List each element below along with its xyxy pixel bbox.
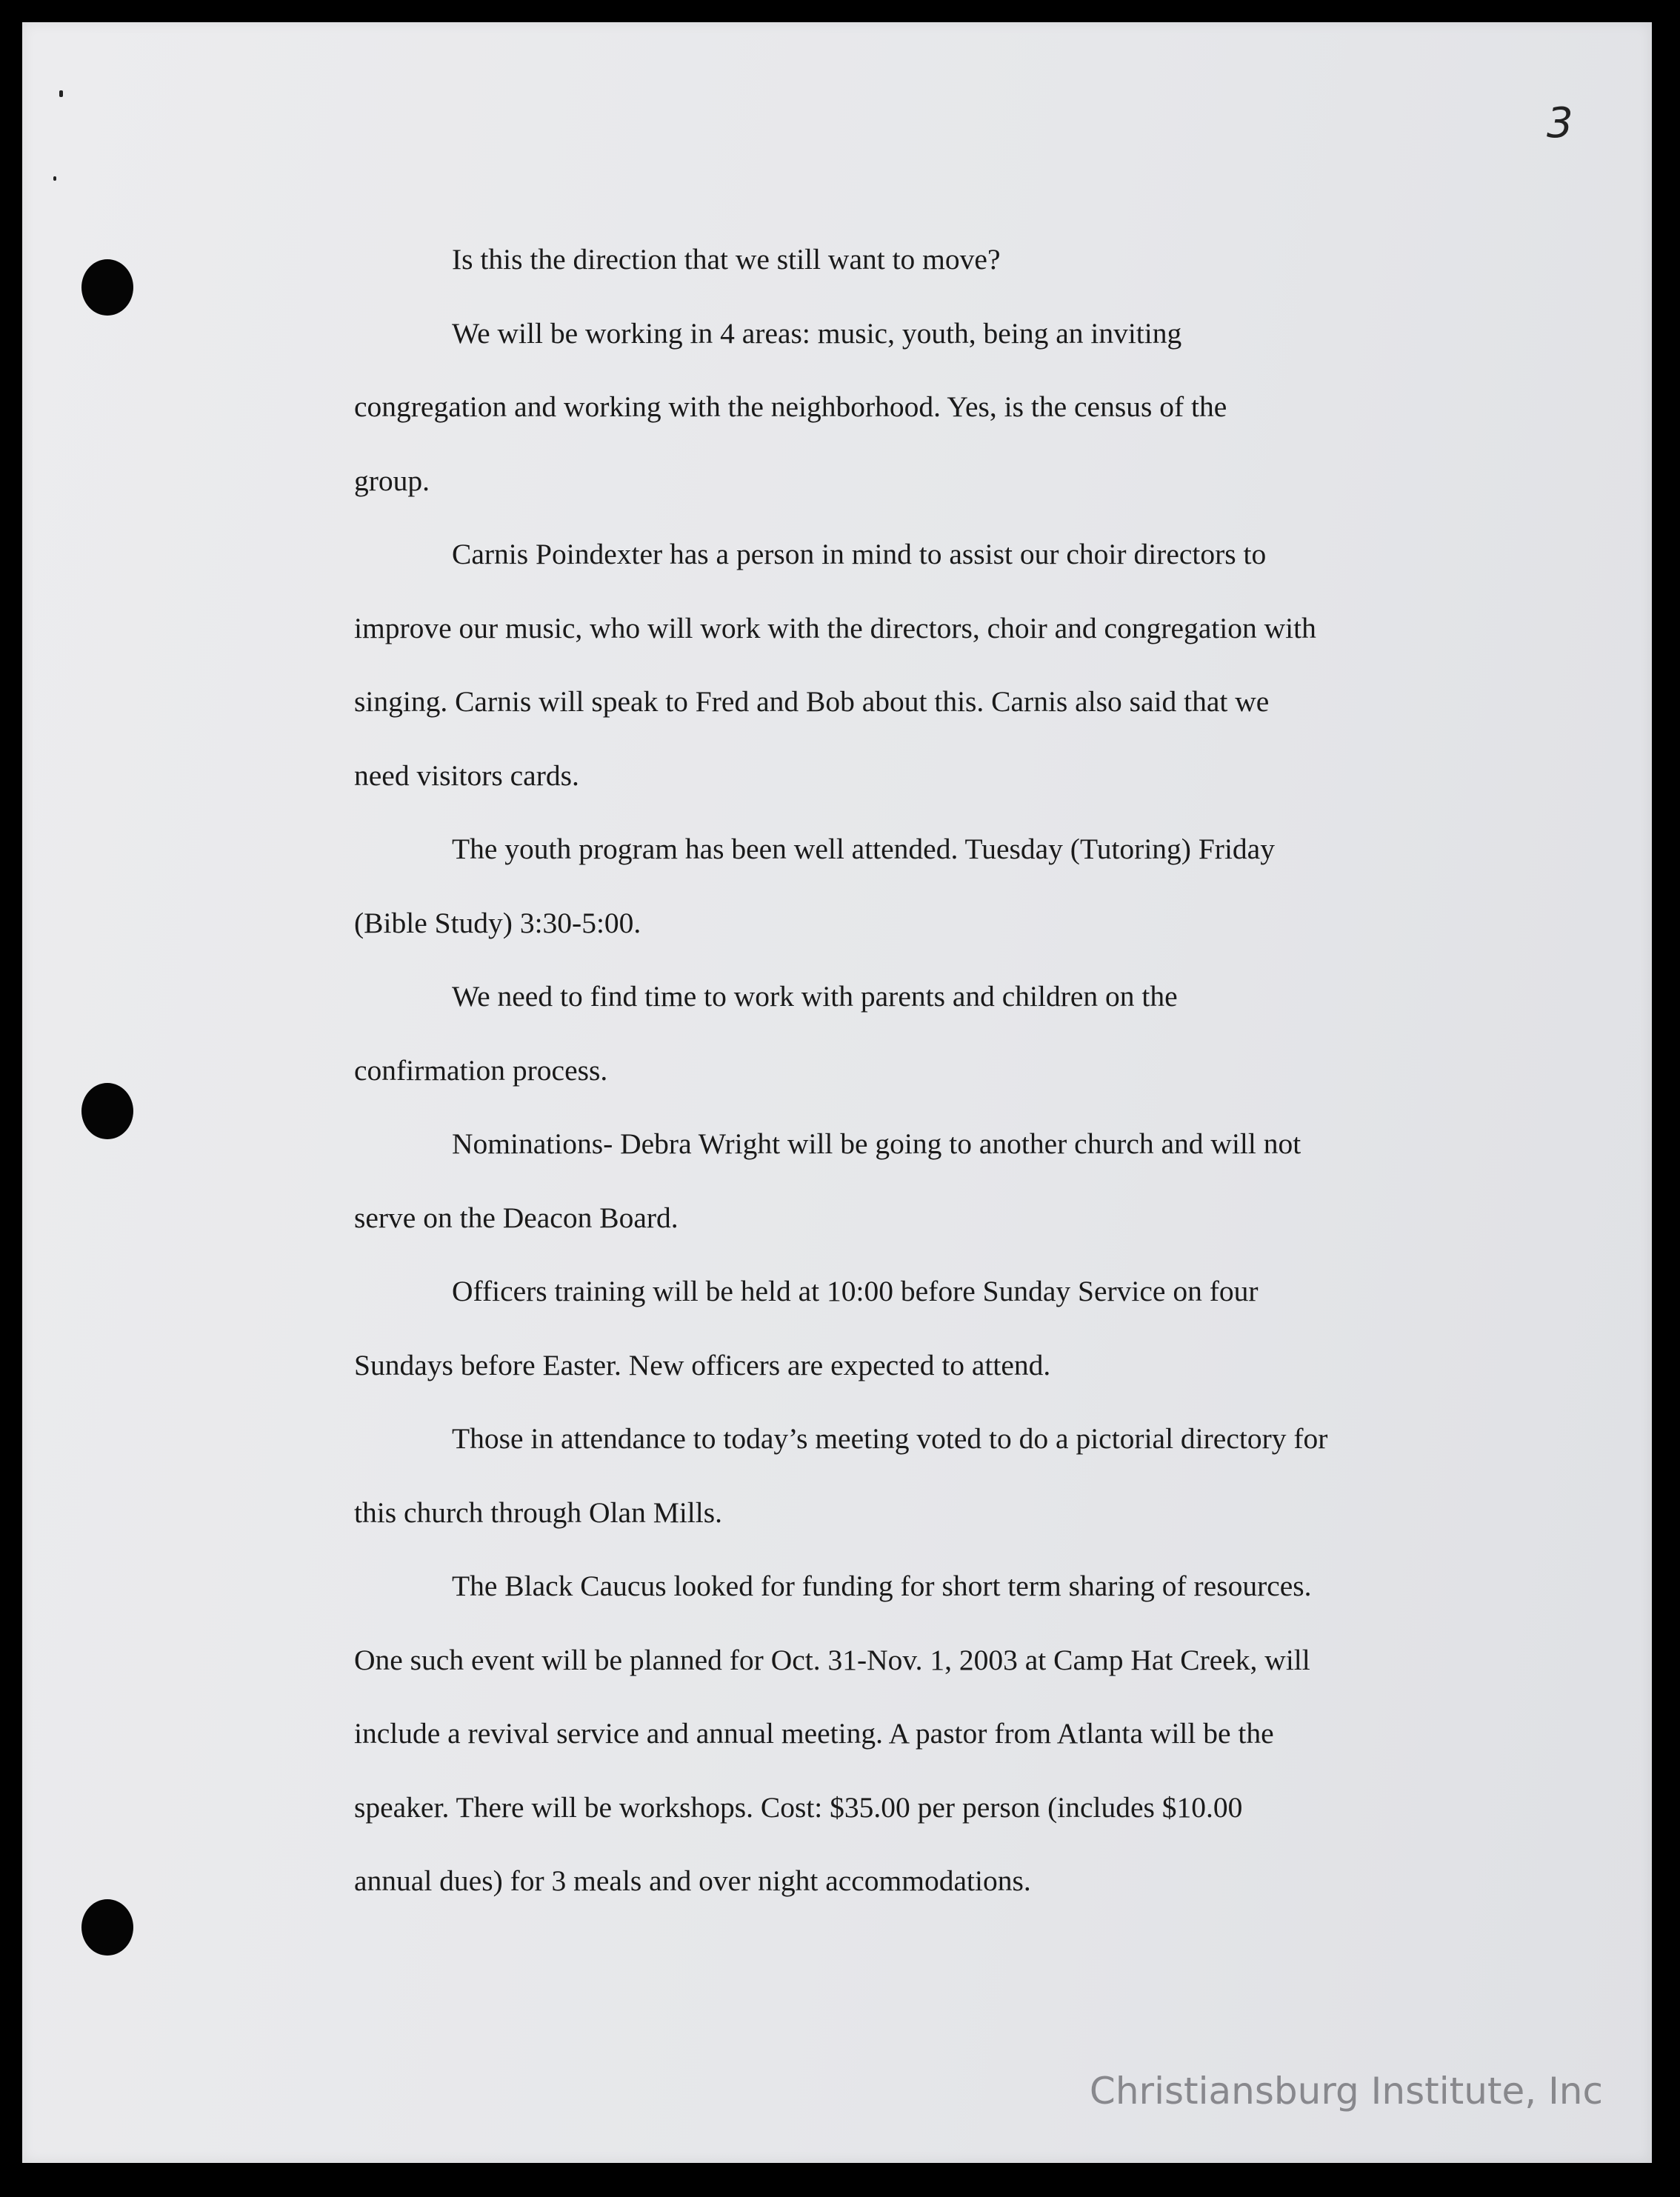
text-line: singing. Carnis will speak to Fred and Bob about this. Carnis also said that we xyxy=(354,685,1270,718)
text-line: confirmation process. xyxy=(354,1053,608,1087)
text-line: The youth program has been well attended. Tuesday (Tutoring) Friday xyxy=(452,833,1275,865)
text-line: One such event will be planned for Oct. 31-Nov. 1, 2003 at Camp Hat Creek, will xyxy=(354,1643,1310,1676)
text-line: We will be working in 4 areas: music, youth, being an inviting xyxy=(452,316,1182,350)
text-line: group. xyxy=(354,464,430,497)
text-line: Those in attendance to today’s meeting voted to do a pictorial directory for xyxy=(452,1422,1328,1455)
text-line: serve on the Deacon Board. xyxy=(354,1201,679,1234)
punch-hole xyxy=(81,1899,133,1956)
paper-speck xyxy=(53,176,56,181)
text-line: congregation and working with the neighborhood. Yes, is the census of the xyxy=(354,390,1227,423)
text-line: annual dues) for 3 meals and over night accommodations. xyxy=(354,1864,1031,1897)
text-line: Nominations- Debra Wright will be going to another church and will not xyxy=(452,1127,1301,1160)
page-number: 3 xyxy=(1547,99,1573,147)
punch-hole xyxy=(81,1083,133,1139)
text-line: improve our music, who will work with the directors, choir and congregation with xyxy=(354,611,1316,644)
text-line: Officers training will be held at 10:00 before Sunday Service on four xyxy=(452,1275,1259,1307)
meeting-minutes-text xyxy=(354,231,1443,1927)
text-line: We need to find time to work with parents and children on the xyxy=(452,980,1178,1013)
text-line: this church through Olan Mills. xyxy=(354,1496,722,1529)
paper-speck xyxy=(59,90,63,97)
punch-hole xyxy=(81,259,133,316)
text-line: include a revival service and annual meeting. A pastor from Atlanta will be the xyxy=(354,1717,1274,1750)
watermark: Christiansburg Institute, Inc xyxy=(1089,2070,1603,2113)
text-line: Sundays before Easter. New officers are expected to attend. xyxy=(354,1348,1051,1381)
text-line: need visitors cards. xyxy=(354,759,579,792)
text-line: Carnis Poindexter has a person in mind to assist our choir directors to xyxy=(452,538,1267,570)
text-line: (Bible Study) 3:30-5:00. xyxy=(354,906,641,939)
text-line: The Black Caucus looked for funding for short term sharing of resources. xyxy=(452,1570,1312,1602)
document-page xyxy=(22,22,1652,2163)
text-line: speaker. There will be workshops. Cost: $35.00 per person (includes $10.00 xyxy=(354,1790,1243,1824)
text-line: Is this the direction that we still want to move? xyxy=(452,243,1001,276)
